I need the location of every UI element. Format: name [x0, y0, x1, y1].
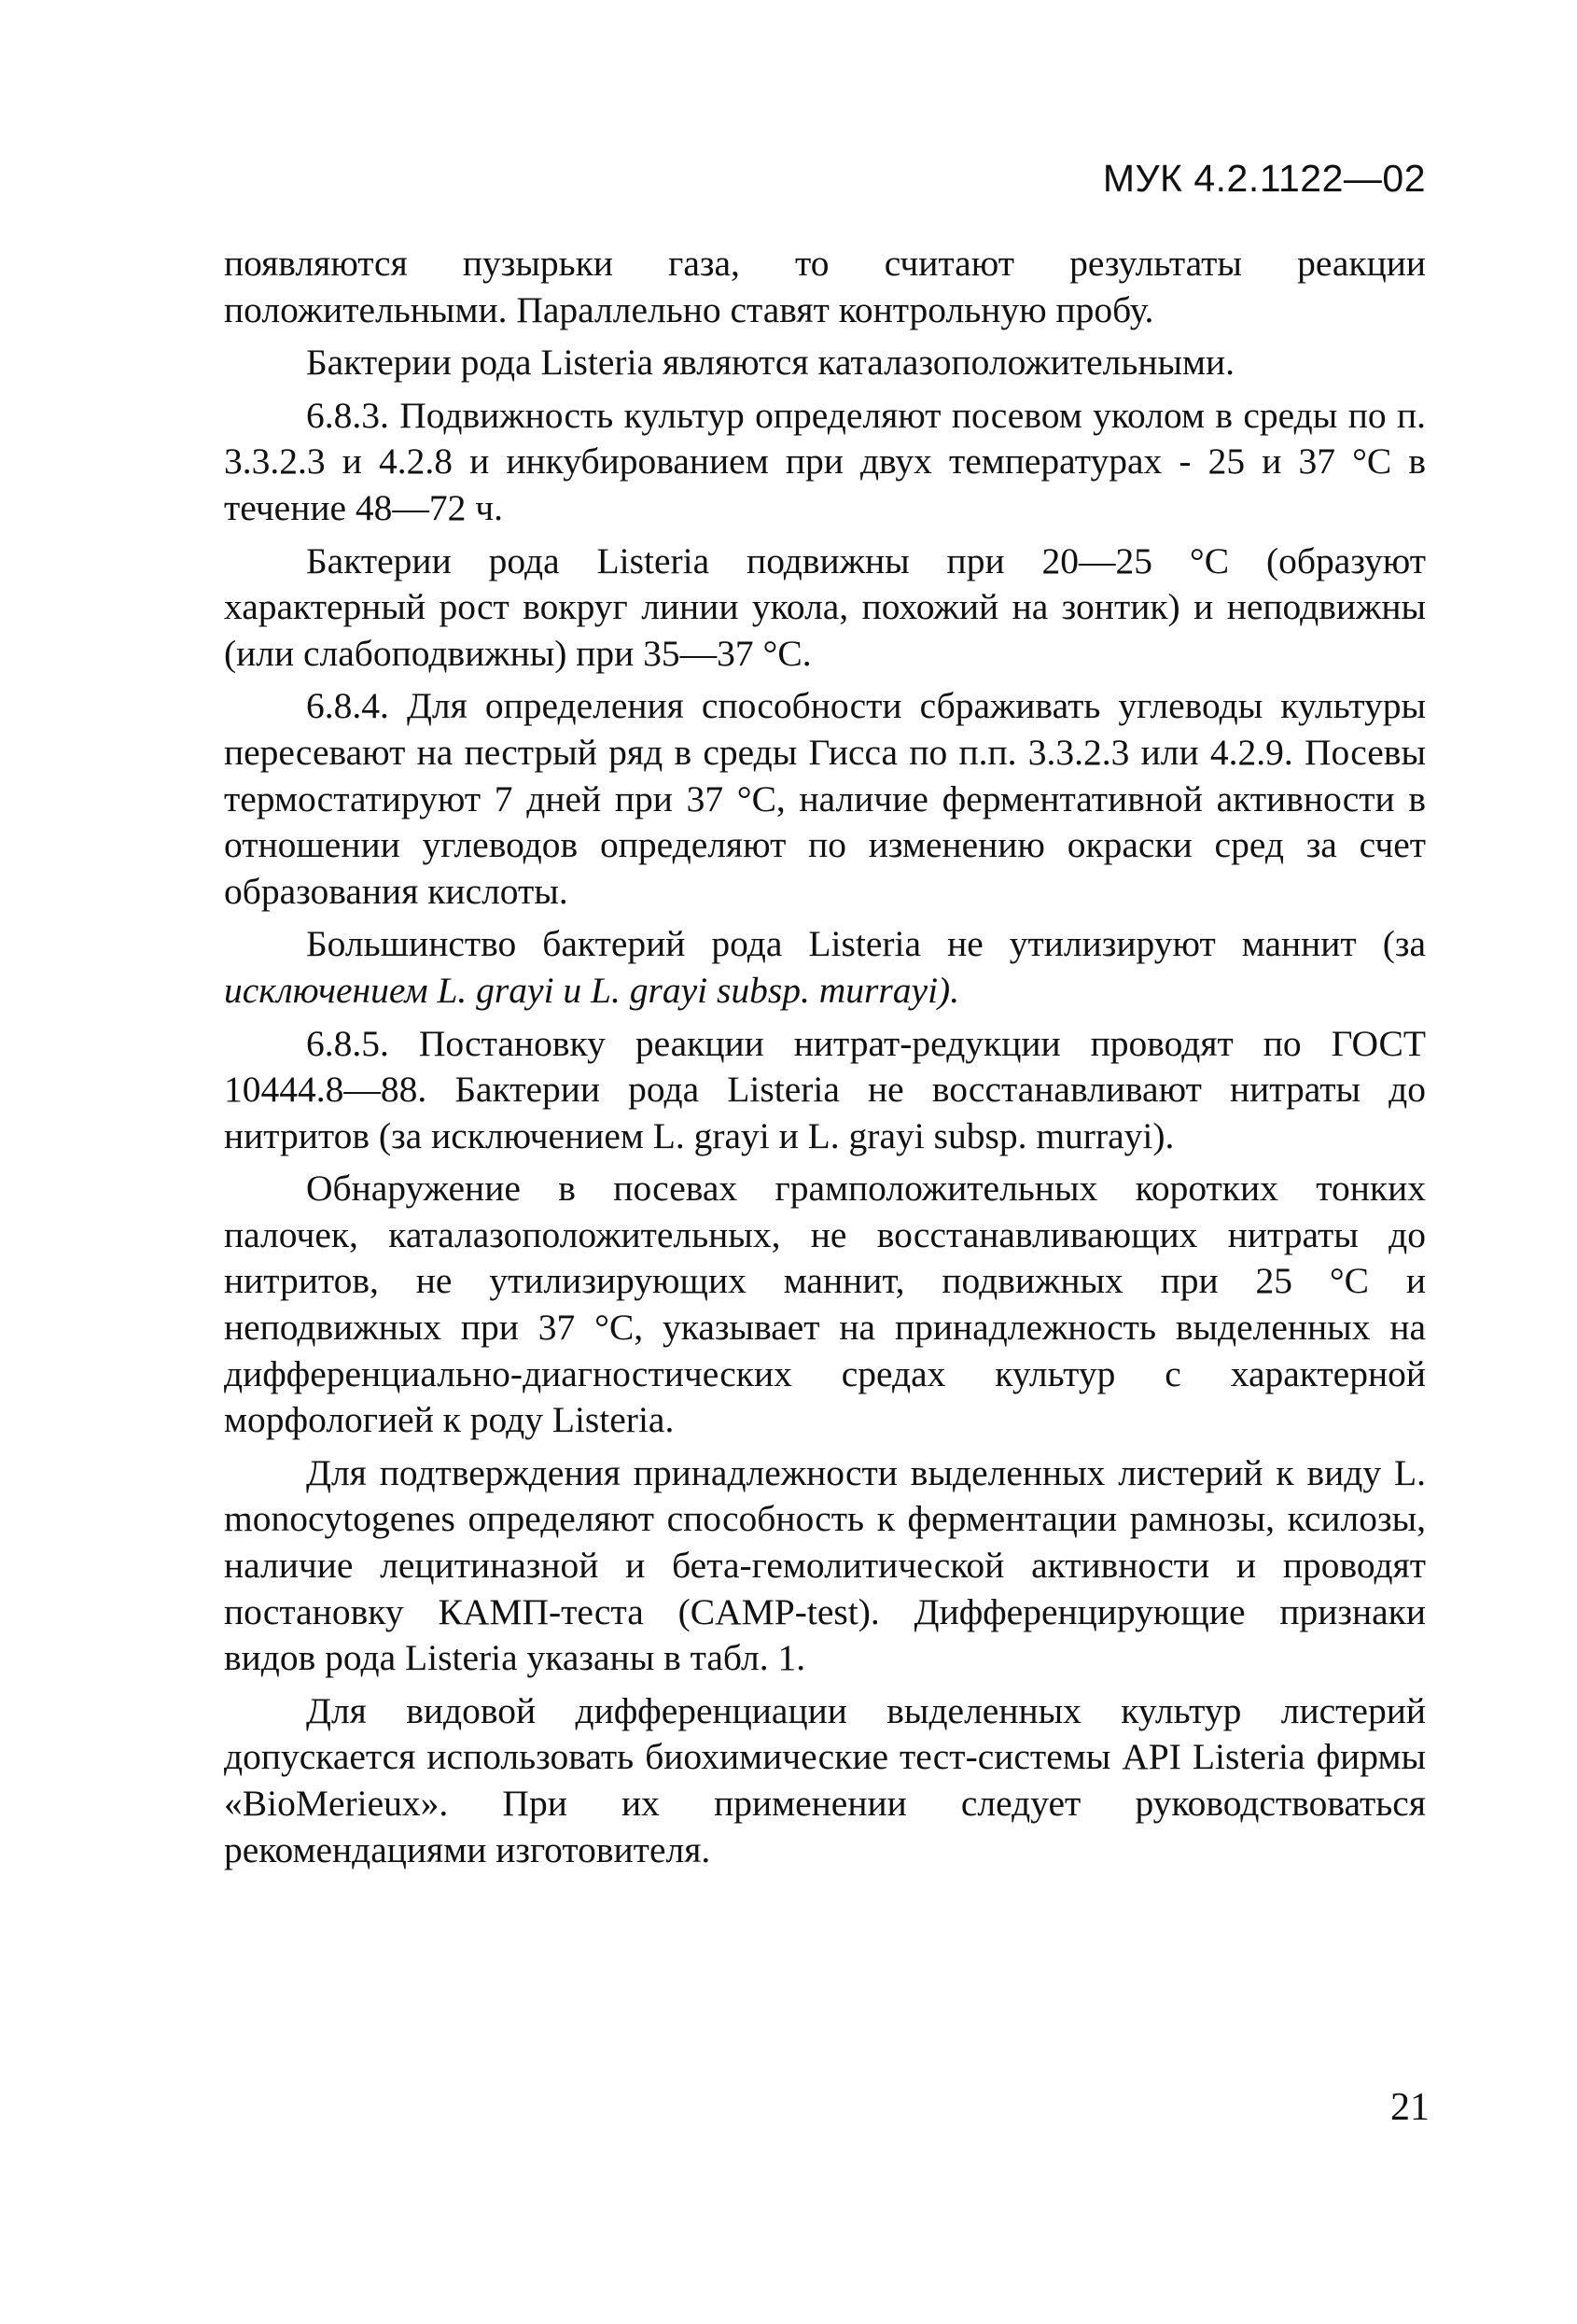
- page-number: 21: [1390, 2086, 1430, 2129]
- text-run: Бактерии рода Listeria подвижны при 20—25 °С (образуют характерный рост вокруг линии укола, похожий на зонтик) и неподвижны (или слабоподвижны) при 35—37 °С.: [224, 539, 1426, 674]
- paragraph: [224, 921, 1426, 1014]
- paragraph: [224, 1021, 1426, 1160]
- text-run: Для видовой дифференциации выделенных культур листерий допускается использовать биохимические тест-системы API Listeria фирмы «BioMerieux». При их применении следует руководствоваться рекомендациями изготовителя.: [224, 1689, 1426, 1870]
- paragraph: [224, 393, 1426, 532]
- paragraph: [224, 539, 1426, 678]
- paragraph: [224, 683, 1426, 915]
- text-run: появляются пузырьки газа, то считают результаты реакции положительными. Параллельно ставят контрольную пробу.: [224, 243, 1426, 330]
- text-run: 6.8.5. Постановку реакции нитрат-редукции проводят по ГОСТ 10444.8—88. Бактерии рода Listeria не восстанавливают нитраты до нитритов (за исключением L. grayi и L. grayi subsp. murrayi).: [224, 1022, 1426, 1156]
- paragraph: [224, 1688, 1426, 1873]
- italic-text: исключением L. grayi и L. grayi subsp. murrayi).: [224, 969, 960, 1011]
- text-run: Обнаружение в посевах грамположительных коротких тонких палочек, каталазоположительных, не восстанавливающих нитраты до нитритов, не утилизирующих маннит, подвижных при 25 °С и неподвижных при 37 °С, указывает на принадлежность выделенных на дифференциально-диагностических средах культур с характерной морфологией к роду Listeria.: [224, 1168, 1426, 1441]
- text-run: 6.8.3. Подвижность культур определяют посевом уколом в среды по п. 3.3.2.3 и 4.2.8 и инкубированием при двух температурах - 25 и 37 °С в течение 48—72 ч.: [224, 394, 1426, 528]
- paragraph: [224, 1450, 1426, 1682]
- document-code-header: МУК 4.2.1122—02: [1102, 157, 1426, 200]
- paragraph: [224, 241, 1426, 333]
- text-run: Для подтверждения принадлежности выделенных листерий к виду L. monocytogenes определяют способность к ферментации рамнозы, ксилозы, наличие лецитиназной и бета-гемолитической активности и проводят постановку КАМП-теста (CAMP-test). Дифференцирующие признаки видов рода Listeria указаны в табл. 1.: [224, 1451, 1426, 1679]
- text-run: 6.8.4. Для определения способности сбраживать углеводы культуры пересевают на пестрый ряд в среды Гисса по п.п. 3.3.2.3 или 4.2.9. Посевы термостатируют 7 дней при 37 °С, наличие ферментативной активности в отношении углеводов определяют по изменению окраски сред за счет образования кислоты.: [224, 685, 1426, 912]
- text-run: Бактерии рода Listeria являются каталазоположительными.: [306, 342, 1235, 384]
- paragraph: [224, 340, 1426, 386]
- body-text: [224, 241, 1426, 1880]
- text-run: Большинство бактерий рода Listeria не утилизируют маннит (за: [306, 923, 1426, 965]
- paragraph: [224, 1166, 1426, 1444]
